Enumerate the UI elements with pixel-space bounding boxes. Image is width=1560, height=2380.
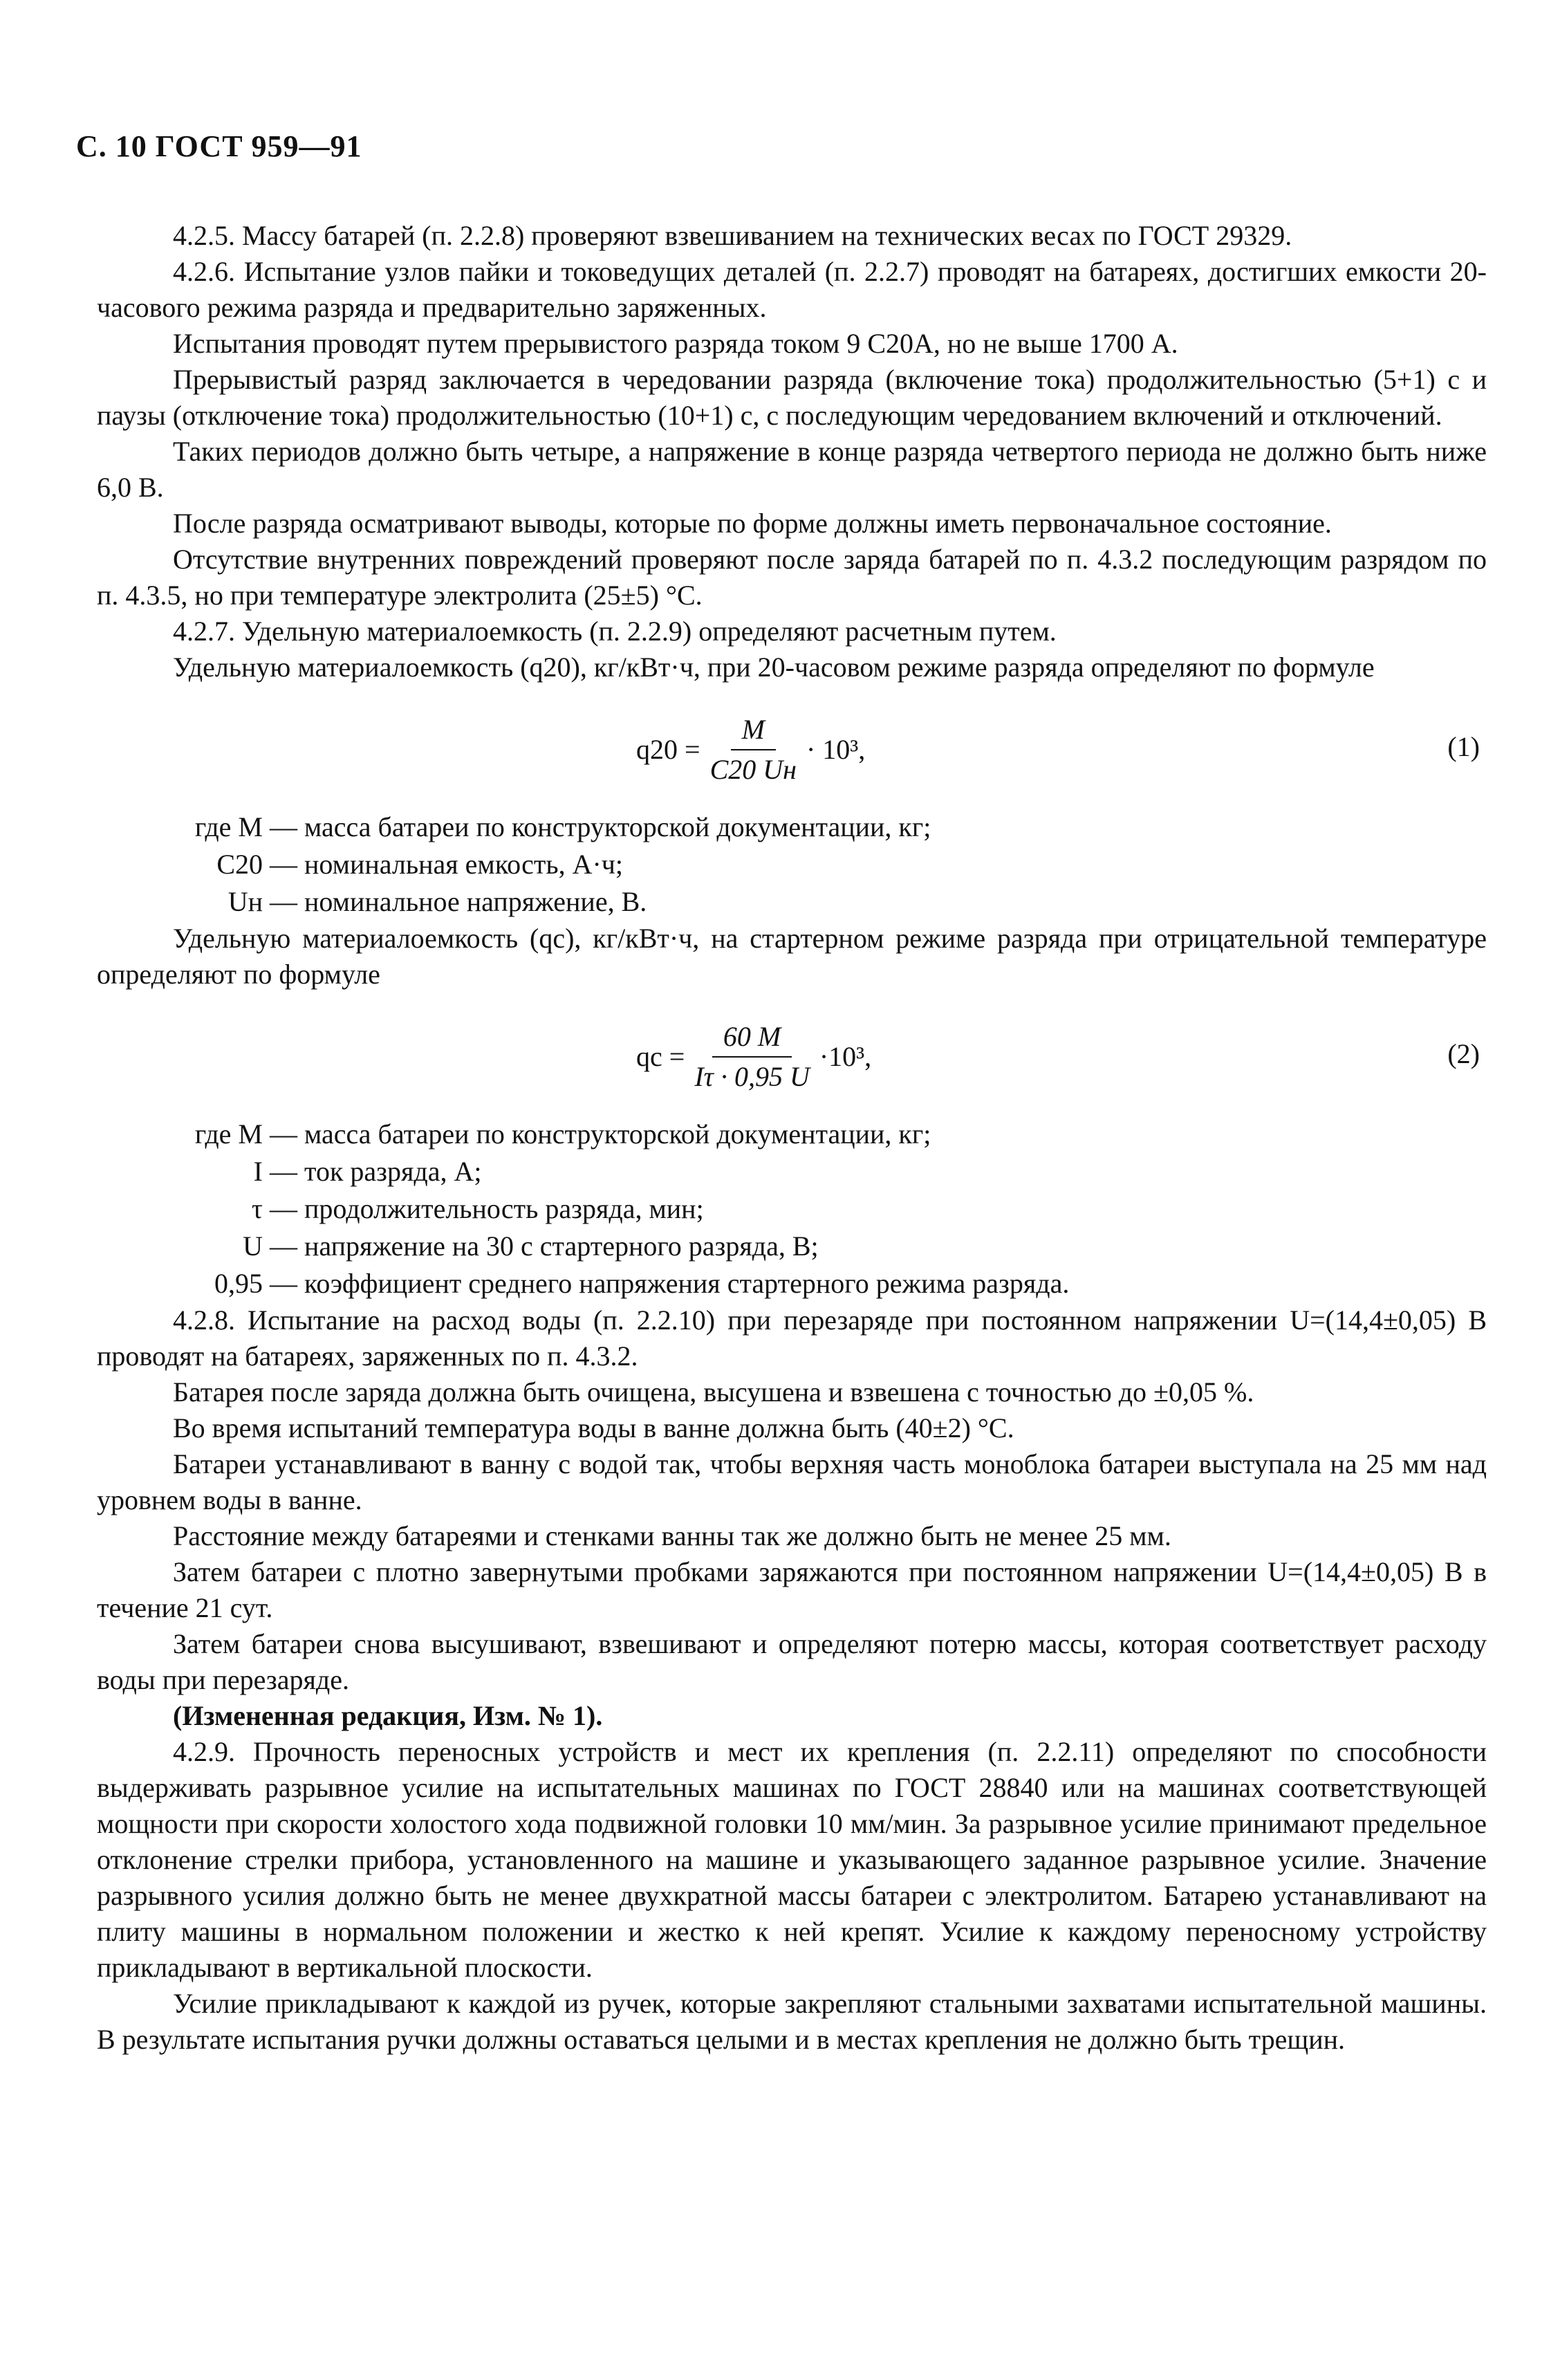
definition-symbol: Uн — [228,886,297,917]
definition-symbol: где M — [194,811,297,842]
definition-row [97,883,1487,921]
formula-2-numerator: 60 M [712,1019,792,1058]
paragraph: 4.2.7. Удельную материалоемкость (п. 2.2.9) определяют расчетным путем. [173,616,1057,647]
paragraph: Таких периодов должно быть четыре, а напряжение в конце разряда четвертого периода не должно быть ниже 6,0 В. [97,436,1487,503]
formula-1-denominator: C20 Uн [709,754,797,785]
definition-text: ток разряда, А; [304,1156,482,1187]
definition-text: коэффициент среднего напряжения стартерного режима разряда. [304,1268,1070,1299]
paragraph: 4.2.5. Массу батарей (п. 2.2.8) проверяют взвешиванием на технических весах по ГОСТ 29329. [173,220,1292,251]
formula-2-lhs: qc = [636,1041,685,1072]
definition-symbol: где M — [194,1118,297,1150]
paragraph: Отсутствие внутренних повреждений проверяют после заряда батарей по п. 4.3.2 последующим разрядом по п. 4.3.5, но при температуре электролита (25±5) °С. [97,544,1487,611]
formula-1-fraction [710,712,797,788]
paragraph: Батареи устанавливают в ванну с водой так, чтобы верхняя часть моноблока батареи выступала на 25 мм над уровнем воды в ванне. [97,1448,1487,1515]
definition-row [97,1116,1487,1153]
formula-2-denominator: Iτ · 0,95 U [694,1061,810,1092]
amendment-note: (Измененная редакция, Изм. № 1). [173,1700,603,1731]
formula-2-number: (2) [1447,1038,1480,1069]
formula-1 [97,698,1487,802]
definition-row [97,1153,1487,1190]
paragraph: 4.2.6. Испытание узлов пайки и токоведущих деталей (п. 2.2.7) проводят на батареях, достигших емкости 20-часового режима разряда и предварительно заряженных. [97,256,1487,323]
paragraph: 4.2.9. Прочность переносных устройств и мест их крепления (п. 2.2.11) определяют по способности выдерживать разрывное усилие на испытательных машинах по ГОСТ 28840 или на машинах соответствующей мощности при скорости холостого хода подвижной головки 10 мм/мин. За разрывное усилие принимают предельное отклонение стрелки прибора, установленного на машине и указывающего заданное разрывное усилие. Значение разрывного усилия должно быть не менее двухкратной массы батареи с электролитом. Батарею устанавливают на плиту машины в нормальном положении и жестко к ней крепят. Усилие к каждому переносному устройству прикладывают в вертикальной плоскости. [97,1736,1487,1983]
definition-row [97,809,1487,846]
paragraph: Во время испытаний температура воды в ванне должна быть (40±2) °С. [173,1412,1014,1443]
formula-1-number: (1) [1447,731,1480,762]
definitions-2 [97,1116,1487,1302]
definition-row [97,1265,1487,1302]
formula-1-numerator: M [731,712,776,750]
paragraph: Испытания проводят путем прерывистого разряда током 9 C20A, но не выше 1700 А. [173,328,1178,359]
formula-1-tail: · 10³, [806,734,866,765]
definition-text: номинальная емкость, А·ч; [304,849,624,880]
paragraph: Усилие прикладывают к каждой из ручек, которые закрепляют стальными захватами испытательной машины. В результате испытания ручки должны оставаться целыми и в местах крепления не должно быть трещин. [97,1988,1487,2055]
definition-symbol: I — [253,1156,297,1187]
definition-symbol: C20 — [216,849,297,880]
paragraph: Батарея после заряда должна быть очищена, высушена и взвешена с точностью до ±0,05 %. [173,1376,1254,1408]
paragraph: 4.2.8. Испытание на расход воды (п. 2.2.10) при перезаряде при постоянном напряжении U=(14,4±0,05) В проводят на батареях, заряженных по п. 4.3.2. [97,1304,1487,1372]
definition-row [97,846,1487,883]
definition-symbol: τ — [251,1193,297,1224]
paragraph: Удельную материалоемкость (qc), кг/кВт·ч, на стартерном режиме разряда при отрицательной температуре определяют по формуле [97,923,1487,990]
page-header: С. 10 ГОСТ 959—91 [76,129,362,163]
paragraph: Затем батареи с плотно завернутыми пробками заряжаются при постоянном напряжении U=(14,4±0,05) В в течение 21 сут. [97,1556,1487,1623]
definition-row [97,1228,1487,1265]
definition-text: напряжение на 30 с стартерного разряда, В; [304,1230,819,1262]
definition-text: продолжительность разряда, мин; [304,1193,704,1224]
definition-text: масса батареи по конструкторской документации, кг; [304,811,931,842]
paragraph: Удельную материалоемкость (q20), кг/кВт·ч, при 20-часовом режиме разряда определяют по формуле [173,652,1375,683]
definition-row [97,1190,1487,1228]
paragraph: Расстояние между батареями и стенками ванны так же должно быть не менее 25 мм. [173,1520,1171,1551]
formula-2-tail: ·10³, [819,1041,872,1072]
paragraph: Прерывистый разряд заключается в чередовании разряда (включение тока) продолжительностью (5+1) с и паузы (отключение тока) продолжительностью (10+1) с, с последующим чередованием включений и отключений. [97,364,1487,431]
document-body [97,218,1487,2058]
paragraph: Затем батареи снова высушивают, взвешивают и определяют потерю массы, которая соответствует расходу воды при перезаряде. [97,1628,1487,1695]
definition-text: масса батареи по конструкторской документации, кг; [304,1118,931,1150]
formula-1-lhs: q20 = [636,734,700,765]
definitions-1 [97,809,1487,921]
definition-symbol: U — [243,1230,297,1262]
definition-symbol: 0,95 — [214,1268,297,1299]
formula-2-fraction [694,1019,810,1095]
definition-text: номинальное напряжение, В. [304,886,647,917]
formula-2 [97,1005,1487,1109]
paragraph: После разряда осматривают выводы, которые по форме должны иметь первоначальное состояние. [173,508,1332,539]
